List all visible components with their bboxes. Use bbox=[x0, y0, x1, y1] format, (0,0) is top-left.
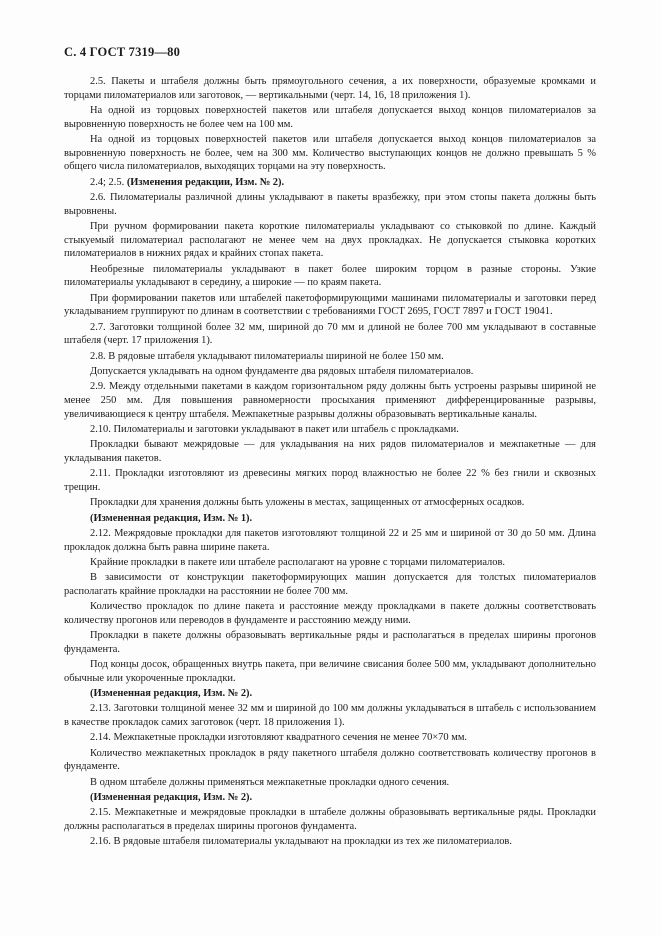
paragraph-2-5: 2.5. Пакеты и штабеля должны быть прямоугольного сечения, а их поверхности, образуемые кромками и торцами пиломатериалов или заготовок, — вертикальными (черт. 14, 16, 18 приложения 1). bbox=[64, 76, 596, 101]
amendment-prefix: 2.4; 2.5. bbox=[90, 176, 127, 188]
paragraph-2-9: 2.9. Между отдельными пакетами в каждом горизонтальном ряду должны быть устроены разрывы шириной не менее 250 мм. Для повышения равномерности просыхания применяют дифференцированные разрывы, увеличивающиеся к центру штабеля. Межпакетные разрывы должны образовывать вертикальные каналы. bbox=[64, 381, 596, 420]
paragraph-2-16: 2.16. В рядовые штабеля пиломатериалы укладывают на прокладки из тех же пиломатериалов. bbox=[90, 836, 512, 848]
paragraph: В одном штабеле должны применяться межпакетные прокладки одного сечения. bbox=[90, 776, 450, 788]
amendment-bold: (Изменения редакции, Изм. № 2). bbox=[126, 176, 285, 188]
amendment-note-2-4-2-5 bbox=[64, 176, 596, 190]
paragraph-2-8: 2.8. В рядовые штабеля укладывают пиломатериалы шириной не более 150 мм. bbox=[90, 350, 444, 362]
amendment-note: (Измененная редакция, Изм. № 2). bbox=[90, 688, 253, 700]
paragraph: В зависимости от конструкции пакетоформирующих машин допускается для толстых пиломатериалов располагать крайние прокладки на расстоянии не более 700 мм. bbox=[64, 572, 596, 597]
paragraph-2-11: 2.11. Прокладки изготовляют из древесины мягких пород влажностью не более 22 % без гнили и сквозных трещин. bbox=[64, 468, 596, 493]
page-header: С. 4 ГОСТ 7319—80 bbox=[64, 45, 181, 59]
paragraph: Количество межпакетных прокладок в ряду пакетного штабеля должно соответствовать количеству прогонов в фундаменте. bbox=[64, 747, 596, 773]
paragraph: Прокладки для хранения должны быть уложены в местах, защищенных от атмосферных осадков. bbox=[90, 497, 525, 509]
paragraph-2-7: 2.7. Заготовки толщиной более 32 мм, шириной до 70 мм и длиной не более 700 мм укладывают в составные штабеля (черт. 17 приложения 1). bbox=[64, 321, 596, 347]
amendment-note: (Измененная редакция, Изм. № 1). bbox=[90, 512, 253, 524]
paragraph: На одной из торцовых поверхностей пакетов или штабеля допускается выход концов пиломатериалов за выровненную поверхность не более, чем на 300 мм. Количество выступающих концов не должно превышать 5 % общего числа пиломатериалов, выходящих торцами на эту поверхность. bbox=[64, 134, 596, 173]
paragraph: Прокладки в пакете должны образовывать вертикальные ряды и располагаться в пределах ширины прогонов фундамента. bbox=[64, 630, 596, 655]
paragraph-2-13: 2.13. Заготовки толщиной менее 32 мм и шириной до 100 мм должны укладываться в штабель с использованием в качестве прокладок самих заготовок (черт. 18 приложения 1). bbox=[64, 703, 596, 729]
paragraph: Прокладки бывают межрядовые — для укладывания на них рядов пиломатериалов и межпакетные — для укладывания пакетов. bbox=[64, 439, 596, 464]
paragraph-2-10: 2.10. Пиломатериалы и заготовки укладывают в пакет или штабель с прокладками. bbox=[90, 424, 459, 435]
paragraph: При формировании пакетов или штабелей пакетоформирующими машинами пиломатериалы и заготовки перед укладыванием группируют по длинам в соответствии с требованиями ГОСТ 2695, ГОСТ 7897 и ГОСТ 19041. bbox=[64, 292, 596, 318]
paragraph: При ручном формировании пакета короткие пиломатериалы укладывают со стыковкой по длине. Каждый стыкуемый пиломатериал располагают не менее чем на двух прокладках. Не допускается стыковка коротких пиломатериалов в нижних рядах и крайних стопах пакета. bbox=[64, 221, 596, 260]
paragraph-2-6: 2.6. Пиломатериалы различной длины укладывают в пакеты вразбежку, при этом стопы пакета должны быть выровнены. bbox=[64, 192, 596, 217]
paragraph: Крайние прокладки в пакете или штабеле располагают на уровне с торцами пиломатериалов. bbox=[90, 556, 506, 568]
paragraph-2-15: 2.15. Межпакетные и межрядовые прокладки в штабеле должны образовывать вертикальные ряды. Прокладки должны располагаться в пределах ширины прогонов фундамента. bbox=[64, 807, 596, 833]
paragraph: На одной из торцовых поверхностей пакетов или штабеля допускается выход концов пиломатериалов за выровненную поверхность не более чем на 100 мм. bbox=[64, 105, 596, 130]
document-body bbox=[64, 75, 596, 851]
paragraph: Количество прокладок по длине пакета и расстояние между прокладками в пакете должны соответствовать количеству прогонов или переводов в фундаменте и расстоянию между ними. bbox=[64, 601, 596, 626]
paragraph: Под концы досок, обращенных внутрь пакета, при величине свисания более 500 мм, укладывают дополнительно обычные или укороченные прокладки. bbox=[64, 659, 596, 684]
paragraph: Необрезные пиломатериалы укладывают в пакет более широким торцом в разные стороны. Узкие пиломатериалы укладывают в середину, а широкие — по краям пакета. bbox=[64, 263, 596, 289]
amendment-note: (Измененная редакция, Изм. № 2). bbox=[90, 792, 253, 804]
paragraph: Допускается укладывать на одном фундаменте два рядовых штабеля пиломатериалов. bbox=[90, 366, 474, 377]
paragraph-2-14: 2.14. Межпакетные прокладки изготовляют квадратного сечения не менее 70×70 мм. bbox=[90, 732, 468, 744]
paragraph-2-12: 2.12. Межрядовые прокладки для пакетов изготовляют толщиной 22 и 25 мм и шириной от 30 до 50 мм. Длина прокладок должна быть равна ширине пакета. bbox=[64, 527, 596, 553]
